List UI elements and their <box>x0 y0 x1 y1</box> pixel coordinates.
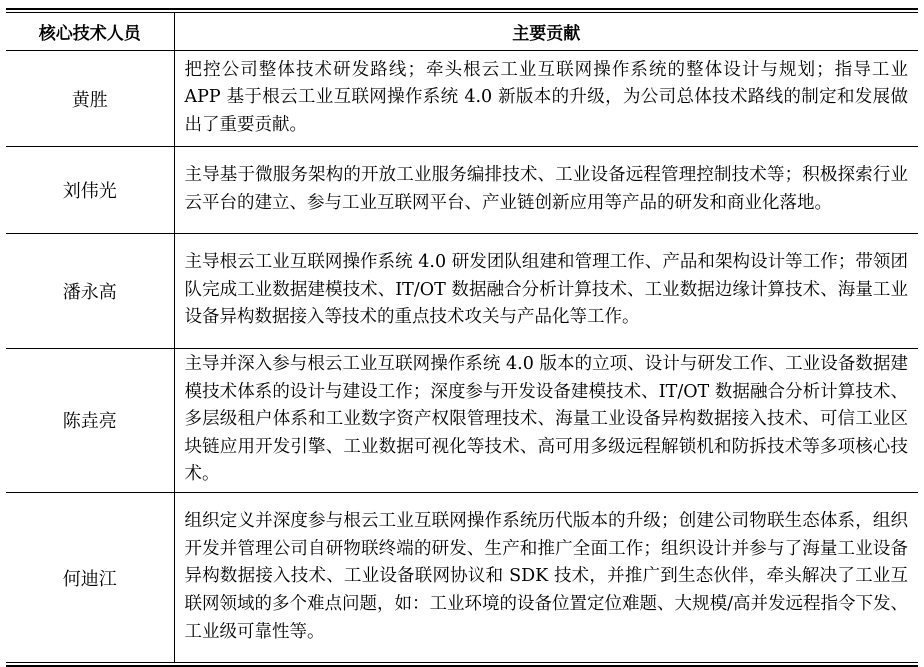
table-row <box>6 51 918 147</box>
top-double-rule <box>6 8 918 13</box>
person-name: 潘永高 <box>6 234 174 349</box>
bottom-double-rule <box>6 662 918 667</box>
person-name: 刘伟光 <box>6 147 174 234</box>
person-name: 何迪江 <box>6 492 174 662</box>
person-contribution: 组织定义并深度参与根云工业互联网操作系统历代版本的升级；创建公司物联生态体系，组织开发并管理公司自研物联终端的研发、生产和推广全面工作；组织设计并参与了海量工业设备异构数据接入技术、工业设备联网协议和 SDK 技术，并推广到生态伙伴，牵头解决了工业互联网领域的多个难点问题，如：工业环境的设备位置定位难题、大规模/高并发远程指令下发、工业级可靠性等。 <box>174 492 918 662</box>
table-row <box>6 234 918 349</box>
person-contribution: 主导基于微服务架构的开放工业服务编排技术、工业设备远程管理控制技术等；积极探索行业云平台的建立、参与工业互联网平台、产业链创新应用等产品的研发和商业化落地。 <box>174 147 918 234</box>
person-name: 黄胜 <box>6 51 174 147</box>
person-name: 陈垚亮 <box>6 349 174 493</box>
header-contribution: 主要贡献 <box>512 24 581 44</box>
table-row <box>6 147 918 234</box>
person-contribution: 主导并深入参与根云工业互联网操作系统 4.0 版本的立项、设计与研发工作、工业设备数据建模技术体系的设计与建设工作；深度参与开发设备建模技术、IT/OT 数据融合分析计算技术、多层级租户体系和工业数字资产权限管理技术、海量工业设备异构数据接入技术、可信工业区块链应用开发引擎、工业数据可视化等技术、高可用多级远程解锁机和防拆技术等多项核心技术。 <box>174 349 918 493</box>
person-contribution: 主导根云工业互联网操作系统 4.0 研发团队组建和管理工作、产品和架构设计等工作；带领团队完成工业数据建模技术、IT/OT 数据融合分析计算技术、工业数据边缘计算技术、海量工业设备异构数据接入等技术的重点技术攻关与产品化等工作。 <box>174 234 918 349</box>
table-header-row <box>6 13 918 51</box>
person-contribution: 把控公司整体技术研发路线；牵头根云工业互联网操作系统的整体设计与规划；指导工业 APP 基于根云工业互联网操作系统 4.0 新版本的升级，为公司总体技术路线的制定和发展做出了重要贡献。 <box>174 51 918 147</box>
contribution-table-wrapper <box>6 8 918 667</box>
header-person: 核心技术人员 <box>6 13 174 51</box>
core-staff-table <box>6 13 918 662</box>
table-row <box>6 349 918 493</box>
table-row <box>6 492 918 662</box>
